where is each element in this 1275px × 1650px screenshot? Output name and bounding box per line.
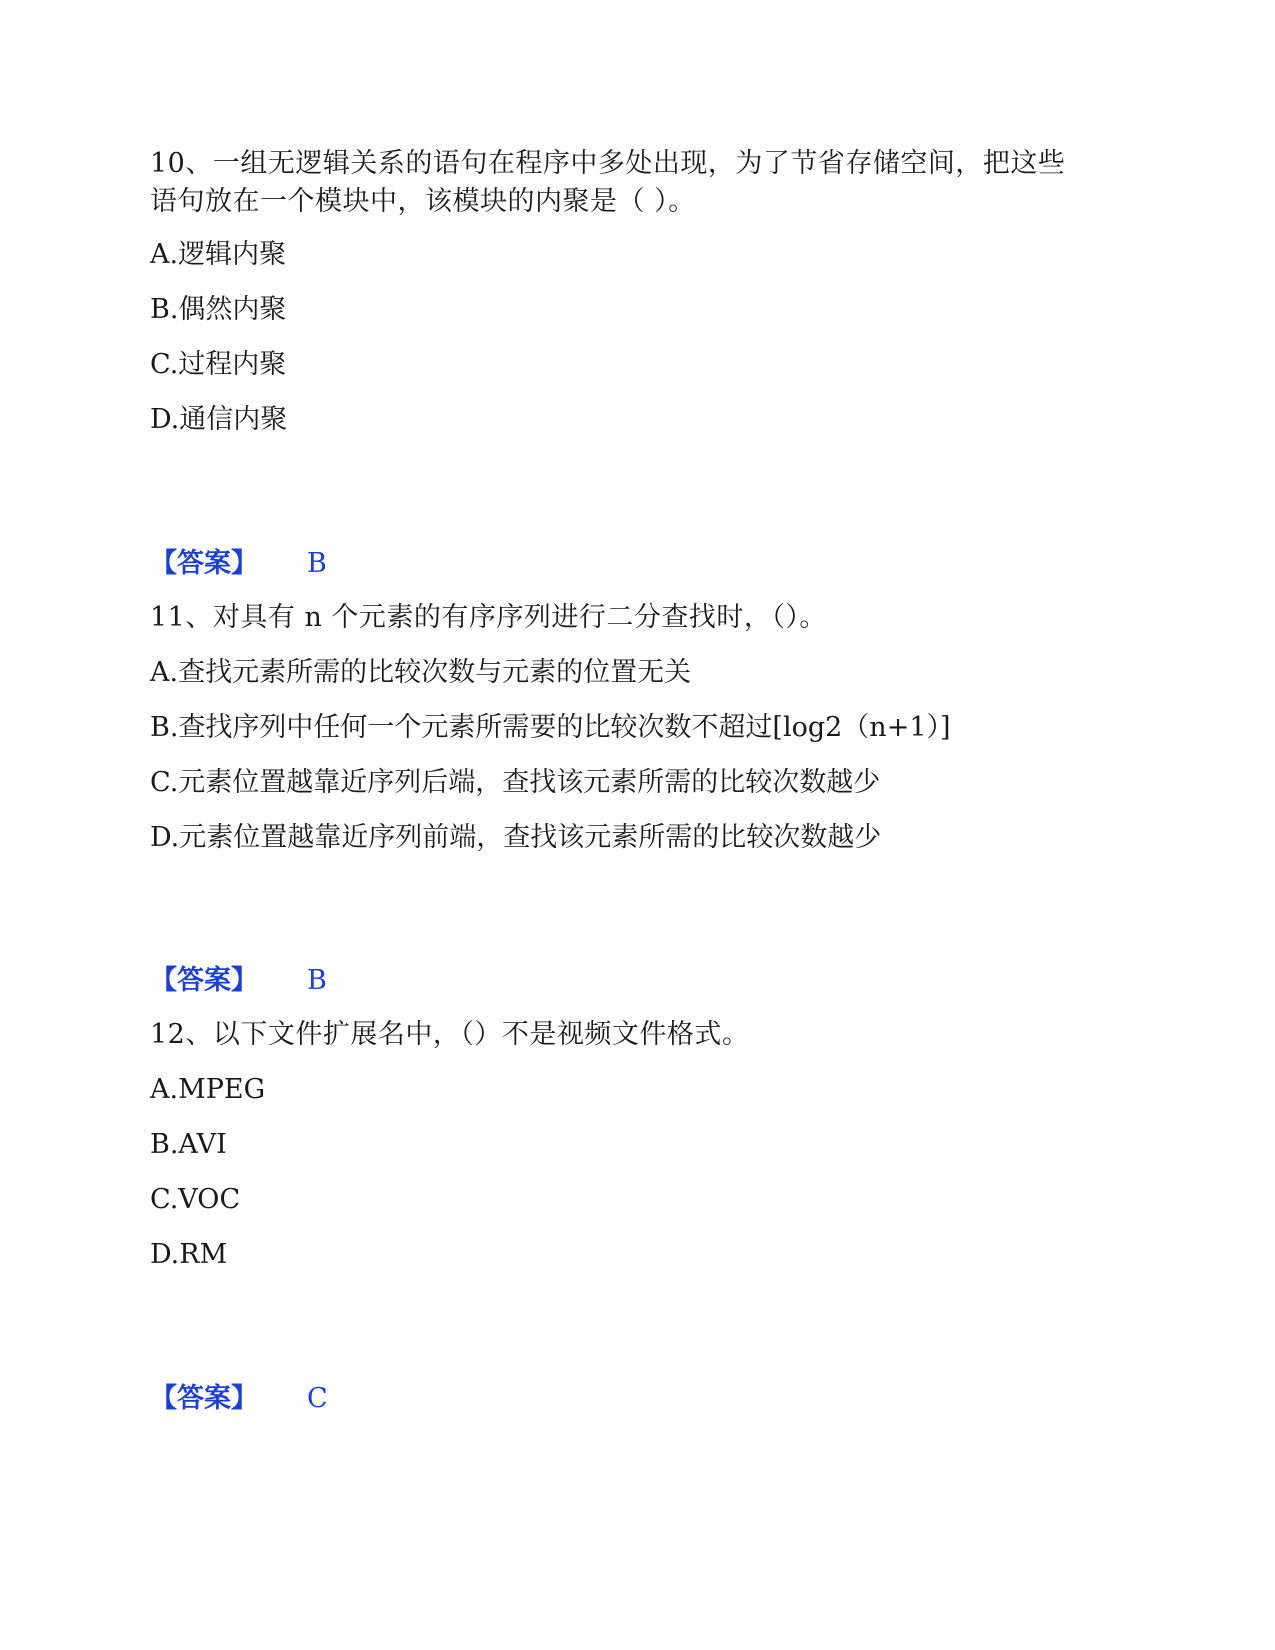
question-12-answer: [150, 1381, 328, 1417]
question-10-stem-line-1: 10、一组无逻辑关系的语句在程序中多处出现，为了节省存储空间，把这些: [150, 148, 1066, 179]
answer-value: B: [307, 965, 327, 996]
question-11-option-d: D.元素位置越靠近序列前端，查找该元素所需的比较次数越少: [150, 822, 882, 853]
question-11-answer: [150, 963, 327, 999]
question-12-option-d: D.RM: [150, 1239, 228, 1270]
question-12-option-b: B.AVI: [150, 1129, 227, 1160]
question-10-option-d: D.通信内聚: [150, 404, 288, 435]
answer-value: C: [307, 1383, 328, 1414]
question-12-stem-line-1: 12、以下文件扩展名中，（）不是视频文件格式。: [150, 1019, 750, 1050]
answer-label: 【答案】: [150, 548, 258, 579]
question-11-stem-line-1: 11、对具有 n 个元素的有序序列进行二分查找时，（）。: [150, 602, 827, 633]
answer-label: 【答案】: [150, 1383, 258, 1414]
question-11-option-b: B.查找序列中任何一个元素所需要的比较次数不超过[log2（n+1）]: [150, 712, 951, 743]
question-10-option-b: B.偶然内聚: [150, 294, 287, 325]
question-10-answer: [150, 546, 327, 582]
question-12-option-c: C.VOC: [150, 1184, 241, 1215]
question-10-stem-line-2: 语句放在一个模块中，该模块的内聚是（ ）。: [150, 186, 696, 217]
answer-label: 【答案】: [150, 965, 258, 996]
question-11-option-c: C.元素位置越靠近序列后端，查找该元素所需的比较次数越少: [150, 767, 881, 798]
question-10-option-a: A.逻辑内聚: [150, 239, 287, 270]
question-10-option-c: C.过程内聚: [150, 349, 287, 380]
question-12-option-a: A.MPEG: [150, 1074, 266, 1105]
question-11-option-a: A.查找元素所需的比较次数与元素的位置无关: [150, 657, 692, 688]
answer-value: B: [307, 548, 327, 579]
